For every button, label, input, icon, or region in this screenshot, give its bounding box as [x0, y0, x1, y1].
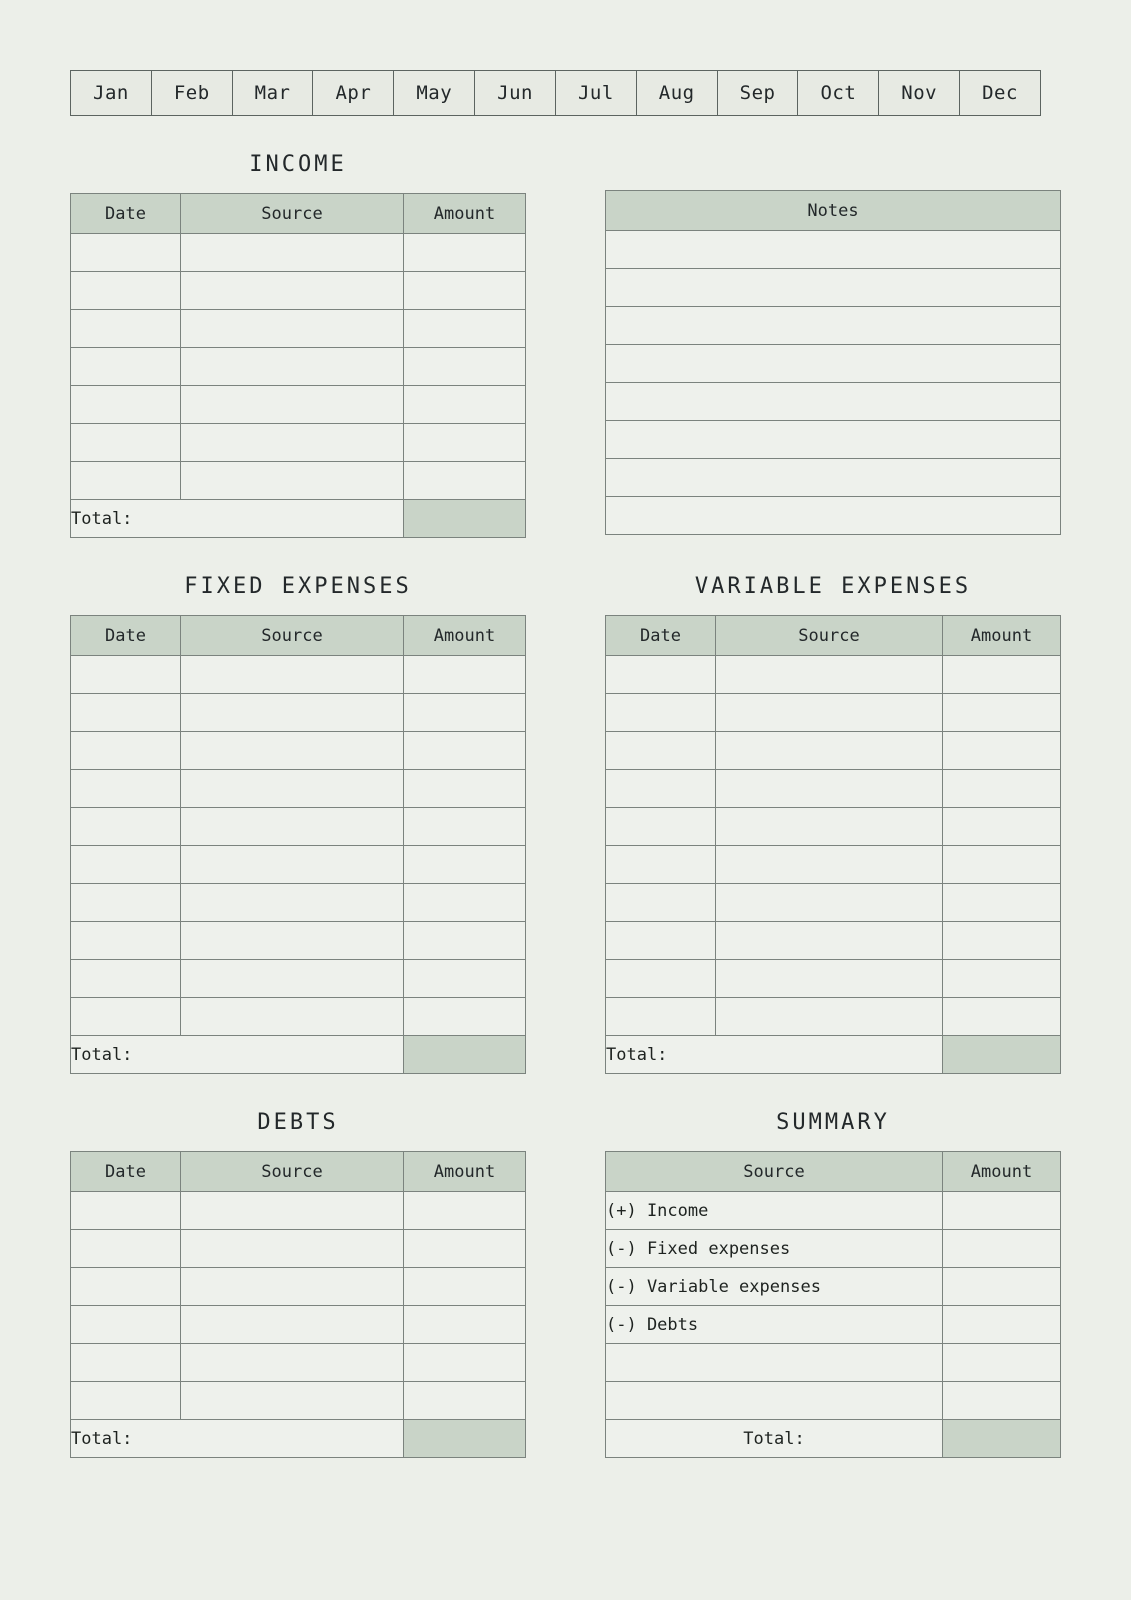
debts-cell-date[interactable] — [71, 1268, 181, 1306]
fixed-cell-source[interactable] — [181, 808, 404, 846]
debts-col-amount: Amount — [404, 1152, 526, 1192]
income-cell-source[interactable] — [181, 272, 404, 310]
income-total-label: Total: — [71, 500, 404, 538]
variable-cell-date[interactable] — [606, 656, 716, 694]
debts-cell-source[interactable] — [181, 1192, 404, 1230]
table-row[interactable] — [606, 1268, 1061, 1306]
income-cell-source[interactable] — [181, 348, 404, 386]
variable-cell-amount[interactable] — [943, 884, 1061, 922]
debts-cell-date[interactable] — [71, 1306, 181, 1344]
fixed-expenses-body — [71, 656, 526, 1074]
variable-cell-amount[interactable] — [943, 960, 1061, 998]
income-cell-amount[interactable] — [404, 462, 526, 500]
income-cell-amount[interactable] — [404, 272, 526, 310]
table-row[interactable] — [606, 884, 1061, 922]
variable-cell-date[interactable] — [606, 960, 716, 998]
variable-col-date: Date — [606, 616, 716, 656]
fixed-total-row[interactable] — [71, 1036, 526, 1074]
income-total-value[interactable] — [404, 500, 526, 538]
variable-cell-date[interactable] — [606, 922, 716, 960]
table-row[interactable] — [606, 998, 1061, 1036]
summary-col-source: Source — [606, 1152, 943, 1192]
summary-col-amount: Amount — [943, 1152, 1061, 1192]
month-tab-mar[interactable]: Mar — [233, 71, 314, 115]
variable-cell-amount[interactable] — [943, 808, 1061, 846]
summary-amount-blank[interactable] — [943, 1382, 1061, 1420]
summary-body — [606, 1192, 1061, 1458]
debts-cell-source[interactable] — [181, 1268, 404, 1306]
table-header-row — [71, 616, 526, 656]
table-row[interactable] — [606, 1192, 1061, 1230]
summary-amount-income[interactable] — [943, 1192, 1061, 1230]
table-row[interactable] — [606, 459, 1061, 497]
debts-cell-amount[interactable] — [404, 1382, 526, 1420]
variable-expenses-table — [605, 615, 1061, 1074]
variable-cell-source[interactable] — [716, 808, 943, 846]
notes-body — [606, 231, 1061, 535]
variable-total-row[interactable] — [606, 1036, 1061, 1074]
row-debts-summary — [70, 1074, 1061, 1458]
variable-cell-source[interactable] — [716, 694, 943, 732]
table-header-row — [606, 616, 1061, 656]
debts-col-source: Source — [181, 1152, 404, 1192]
fixed-cell-source[interactable] — [181, 732, 404, 770]
table-row[interactable] — [71, 462, 526, 500]
variable-cell-source[interactable] — [716, 770, 943, 808]
debts-total-value[interactable] — [404, 1420, 526, 1458]
debts-cell-source[interactable] — [181, 1306, 404, 1344]
table-header-row — [71, 194, 526, 234]
fixed-col-amount: Amount — [404, 616, 526, 656]
table-row[interactable] — [71, 694, 526, 732]
summary-total-row[interactable] — [606, 1420, 1061, 1458]
fixed-cell-date[interactable] — [71, 694, 181, 732]
income-col-source: Source — [181, 194, 404, 234]
debts-cell-source[interactable] — [181, 1230, 404, 1268]
notes-cell[interactable] — [606, 307, 1061, 345]
table-row[interactable] — [71, 386, 526, 424]
month-tab-sep[interactable]: Sep — [718, 71, 799, 115]
notes-cell[interactable] — [606, 345, 1061, 383]
variable-cell-source[interactable] — [716, 998, 943, 1036]
variable-col-source: Source — [716, 616, 943, 656]
fixed-col-date: Date — [71, 616, 181, 656]
fixed-cell-date[interactable] — [71, 884, 181, 922]
income-body — [71, 234, 526, 538]
table-header-row — [606, 191, 1061, 231]
fixed-cell-source[interactable] — [181, 770, 404, 808]
table-header-row — [606, 1152, 1061, 1192]
table-row[interactable] — [71, 808, 526, 846]
table-row[interactable] — [606, 307, 1061, 345]
section-fixed-expenses — [70, 538, 526, 1074]
summary-label-blank[interactable] — [606, 1382, 943, 1420]
notes-table — [605, 190, 1061, 535]
month-tab-jul[interactable]: Jul — [556, 71, 637, 115]
month-tab-may[interactable]: May — [394, 71, 475, 115]
summary-label-variable: (-) Variable expenses — [606, 1268, 943, 1306]
income-title: INCOME — [249, 152, 347, 177]
debts-body — [71, 1192, 526, 1458]
fixed-total-label: Total: — [71, 1036, 404, 1074]
section-notes — [605, 116, 1061, 538]
fixed-cell-amount[interactable] — [404, 732, 526, 770]
income-cell-source[interactable] — [181, 310, 404, 348]
income-cell-amount[interactable] — [404, 310, 526, 348]
month-tab-aug[interactable]: Aug — [637, 71, 718, 115]
table-row[interactable] — [71, 424, 526, 462]
fixed-cell-source[interactable] — [181, 656, 404, 694]
table-row[interactable] — [71, 1192, 526, 1230]
variable-cell-amount[interactable] — [943, 922, 1061, 960]
table-row[interactable] — [606, 1306, 1061, 1344]
fixed-cell-amount[interactable] — [404, 694, 526, 732]
table-row[interactable] — [71, 732, 526, 770]
table-row[interactable] — [606, 960, 1061, 998]
month-tab-oct[interactable]: Oct — [798, 71, 879, 115]
table-row[interactable] — [606, 808, 1061, 846]
summary-label-fixed: (-) Fixed expenses — [606, 1230, 943, 1268]
summary-label-blank[interactable] — [606, 1344, 943, 1382]
variable-cell-amount[interactable] — [943, 998, 1061, 1036]
fixed-col-source: Source — [181, 616, 404, 656]
income-cell-source[interactable] — [181, 424, 404, 462]
month-tab-apr[interactable]: Apr — [313, 71, 394, 115]
table-row[interactable] — [71, 884, 526, 922]
income-col-date: Date — [71, 194, 181, 234]
fixed-total-value[interactable] — [404, 1036, 526, 1074]
debts-title: DEBTS — [257, 1110, 339, 1135]
table-row[interactable] — [71, 1268, 526, 1306]
table-row[interactable] — [606, 694, 1061, 732]
fixed-cell-amount[interactable] — [404, 656, 526, 694]
fixed-cell-date[interactable] — [71, 960, 181, 998]
row-expenses — [70, 538, 1061, 1074]
summary-amount-variable[interactable] — [943, 1268, 1061, 1306]
variable-cell-date[interactable] — [606, 808, 716, 846]
variable-cell-amount[interactable] — [943, 656, 1061, 694]
variable-cell-source[interactable] — [716, 960, 943, 998]
fixed-cell-source[interactable] — [181, 694, 404, 732]
debts-cell-date[interactable] — [71, 1230, 181, 1268]
section-debts — [70, 1074, 526, 1458]
table-row[interactable] — [71, 348, 526, 386]
income-cell-amount[interactable] — [404, 348, 526, 386]
variable-cell-amount[interactable] — [943, 732, 1061, 770]
table-row[interactable] — [71, 922, 526, 960]
summary-amount-fixed[interactable] — [943, 1230, 1061, 1268]
summary-label-debts: (-) Debts — [606, 1306, 943, 1344]
table-row[interactable] — [71, 1382, 526, 1420]
income-cell-amount[interactable] — [404, 386, 526, 424]
income-cell-date[interactable] — [71, 272, 181, 310]
debts-total-row[interactable] — [71, 1420, 526, 1458]
table-row[interactable] — [606, 1382, 1061, 1420]
fixed-cell-amount[interactable] — [404, 808, 526, 846]
debts-cell-amount[interactable] — [404, 1306, 526, 1344]
fixed-cell-amount[interactable] — [404, 770, 526, 808]
fixed-cell-amount[interactable] — [404, 922, 526, 960]
fixed-cell-date[interactable] — [71, 808, 181, 846]
fixed-cell-source[interactable] — [181, 998, 404, 1036]
debts-cell-amount[interactable] — [404, 1230, 526, 1268]
debts-cell-amount[interactable] — [404, 1192, 526, 1230]
table-row[interactable] — [606, 770, 1061, 808]
variable-cell-source[interactable] — [716, 656, 943, 694]
table-row[interactable] — [71, 770, 526, 808]
table-row[interactable] — [71, 1344, 526, 1382]
fixed-cell-amount[interactable] — [404, 960, 526, 998]
notes-cell[interactable] — [606, 383, 1061, 421]
income-cell-source[interactable] — [181, 234, 404, 272]
table-row[interactable] — [71, 1306, 526, 1344]
variable-cell-source[interactable] — [716, 846, 943, 884]
summary-label-income: (+) Income — [606, 1192, 943, 1230]
month-tab-jun[interactable]: Jun — [475, 71, 556, 115]
table-row[interactable] — [71, 998, 526, 1036]
fixed-cell-source[interactable] — [181, 884, 404, 922]
fixed-cell-amount[interactable] — [404, 884, 526, 922]
table-row[interactable] — [606, 231, 1061, 269]
variable-cell-amount[interactable] — [943, 694, 1061, 732]
month-tab-dec[interactable]: Dec — [982, 82, 1018, 104]
summary-table — [605, 1151, 1061, 1458]
table-row[interactable] — [606, 497, 1061, 535]
debts-cell-amount[interactable] — [404, 1268, 526, 1306]
summary-total-value[interactable] — [943, 1420, 1061, 1458]
table-row[interactable] — [71, 310, 526, 348]
summary-title: SUMMARY — [776, 1110, 890, 1135]
notes-cell[interactable] — [606, 459, 1061, 497]
variable-cell-source[interactable] — [716, 732, 943, 770]
table-row[interactable] — [71, 272, 526, 310]
fixed-cell-date[interactable] — [71, 770, 181, 808]
variable-cell-source[interactable] — [716, 884, 943, 922]
variable-cell-amount[interactable] — [943, 770, 1061, 808]
table-row[interactable] — [71, 1230, 526, 1268]
table-row[interactable] — [71, 960, 526, 998]
income-cell-date[interactable] — [71, 310, 181, 348]
variable-total-value[interactable] — [943, 1036, 1061, 1074]
month-tab-jan[interactable]: Jan — [71, 71, 152, 115]
table-row[interactable] — [606, 383, 1061, 421]
fixed-cell-date[interactable] — [71, 846, 181, 884]
variable-cell-date[interactable] — [606, 694, 716, 732]
notes-col-notes: Notes — [606, 191, 1061, 231]
fixed-cell-date[interactable] — [71, 656, 181, 694]
notes-title-spacer — [605, 152, 1061, 174]
section-income — [70, 116, 526, 538]
fixed-cell-amount[interactable] — [404, 846, 526, 884]
debts-table — [70, 1151, 526, 1458]
month-tab-bar[interactable] — [70, 70, 1041, 116]
debts-cell-date[interactable] — [71, 1382, 181, 1420]
variable-col-amount: Amount — [943, 616, 1061, 656]
variable-expenses-body — [606, 656, 1061, 1074]
summary-amount-debts[interactable] — [943, 1306, 1061, 1344]
section-variable-expenses — [605, 538, 1061, 1074]
variable-cell-source[interactable] — [716, 922, 943, 960]
table-row[interactable] — [606, 846, 1061, 884]
table-row[interactable] — [606, 421, 1061, 459]
debts-cell-date[interactable] — [71, 1344, 181, 1382]
income-col-amount: Amount — [404, 194, 526, 234]
fixed-cell-source[interactable] — [181, 846, 404, 884]
debts-total-label: Total: — [71, 1420, 404, 1458]
debts-cell-date[interactable] — [71, 1192, 181, 1230]
income-cell-amount[interactable] — [404, 424, 526, 462]
table-row[interactable] — [71, 656, 526, 694]
summary-total-label: Total: — [606, 1420, 943, 1458]
variable-cell-date[interactable] — [606, 732, 716, 770]
fixed-expenses-table — [70, 615, 526, 1074]
income-cell-source[interactable] — [181, 386, 404, 424]
notes-cell[interactable] — [606, 269, 1061, 307]
variable-cell-amount[interactable] — [943, 846, 1061, 884]
table-row[interactable] — [606, 345, 1061, 383]
summary-amount-blank[interactable] — [943, 1344, 1061, 1382]
debts-cell-source[interactable] — [181, 1382, 404, 1420]
variable-expenses-title: VARIABLE EXPENSES — [694, 574, 972, 599]
income-cell-date[interactable] — [71, 424, 181, 462]
fixed-cell-amount[interactable] — [404, 998, 526, 1036]
table-row[interactable] — [606, 732, 1061, 770]
variable-cell-date[interactable] — [606, 998, 716, 1036]
income-cell-date[interactable] — [71, 462, 181, 500]
section-summary — [605, 1074, 1061, 1458]
fixed-cell-date[interactable] — [71, 922, 181, 960]
table-row[interactable] — [71, 234, 526, 272]
variable-total-label: Total: — [606, 1036, 943, 1074]
month-tab-feb[interactable]: Feb — [152, 71, 233, 115]
notes-cell[interactable] — [606, 497, 1061, 535]
variable-cell-date[interactable] — [606, 884, 716, 922]
fixed-cell-date[interactable] — [71, 998, 181, 1036]
notes-cell[interactable] — [606, 421, 1061, 459]
fixed-cell-date[interactable] — [71, 732, 181, 770]
debts-cell-source[interactable] — [181, 1344, 404, 1382]
table-row[interactable] — [606, 1344, 1061, 1382]
month-tab-nov[interactable]: Nov — [879, 71, 960, 115]
table-header-row — [71, 1152, 526, 1192]
variable-cell-date[interactable] — [606, 846, 716, 884]
income-table — [70, 193, 526, 538]
row-income-notes — [70, 116, 1061, 538]
debts-cell-amount[interactable] — [404, 1344, 526, 1382]
income-cell-source[interactable] — [181, 462, 404, 500]
income-total-row[interactable] — [71, 500, 526, 538]
table-row[interactable] — [606, 269, 1061, 307]
fixed-cell-source[interactable] — [181, 922, 404, 960]
fixed-cell-source[interactable] — [181, 960, 404, 998]
fixed-expenses-title: FIXED EXPENSES — [184, 574, 412, 599]
income-cell-date[interactable] — [71, 348, 181, 386]
variable-cell-date[interactable] — [606, 770, 716, 808]
table-row[interactable] — [606, 1230, 1061, 1268]
income-cell-date[interactable] — [71, 234, 181, 272]
table-row[interactable] — [71, 846, 526, 884]
debts-col-date: Date — [71, 1152, 181, 1192]
income-cell-amount[interactable] — [404, 234, 526, 272]
income-cell-date[interactable] — [71, 386, 181, 424]
table-row[interactable] — [606, 656, 1061, 694]
notes-cell[interactable] — [606, 231, 1061, 269]
table-row[interactable] — [606, 922, 1061, 960]
